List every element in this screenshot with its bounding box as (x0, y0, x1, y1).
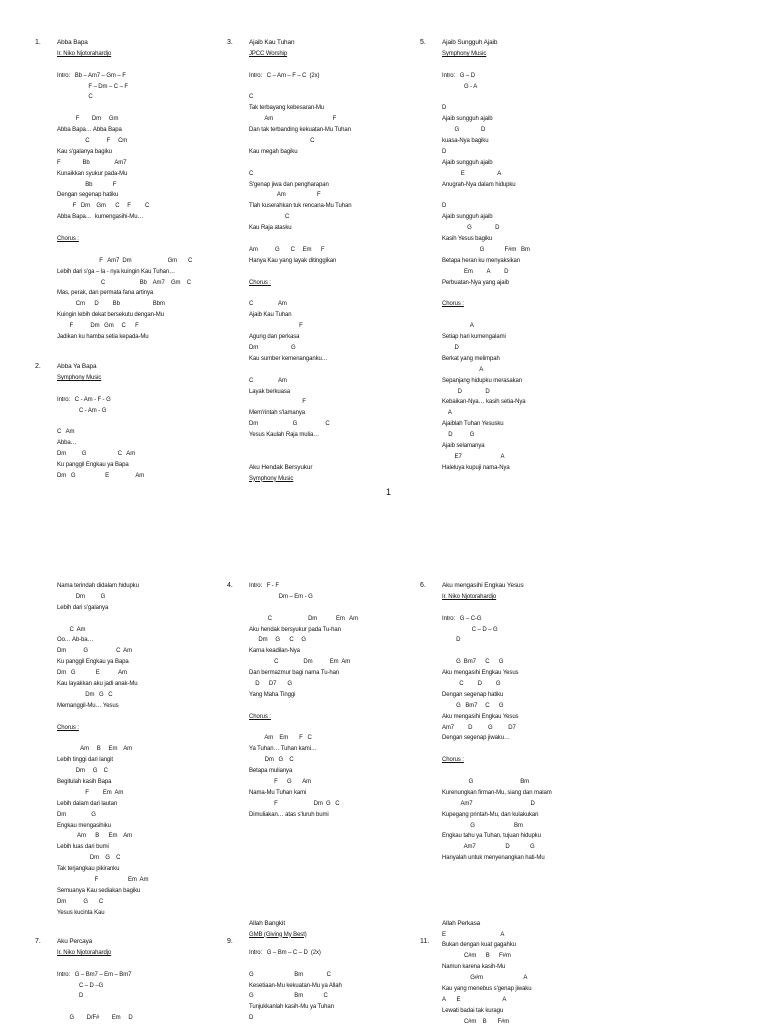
lyric-line (249, 864, 429, 875)
page-top (0, 0, 768, 505)
song-block-2 (35, 362, 145, 482)
lyric-line: G Bm7 C G (442, 702, 504, 709)
lyric-line: D (442, 203, 447, 210)
lyric-line: Engkau tahu ya Tuhan, tujuan hidupku (442, 833, 541, 840)
intro-line: Intro: C – Am – F – C (2x) (249, 72, 320, 79)
lyric-line: D (57, 993, 84, 1000)
song-author: Symphony Music (442, 50, 487, 57)
lyric-line: F Em Am (57, 877, 149, 884)
lyric-line: Betapa mulianya (249, 768, 293, 775)
lyric-line: Dm G E Am (57, 670, 127, 677)
lyric-line: C#m B F#m (442, 953, 511, 960)
lyric-line: Ajaib sungguh ajaib (442, 116, 493, 123)
song-title: Abba Ya Bapa (57, 363, 97, 370)
lyric-line: Yang Maha Tinggi (249, 691, 296, 698)
lyric-line: Dimuliakan… atas s'luruh bumi (249, 811, 329, 818)
lyric-line (442, 744, 622, 755)
lyric-line (249, 821, 429, 832)
song-number: 9. (227, 938, 233, 945)
lyric-line: G Bm7 C G (442, 659, 504, 666)
lyric-line (249, 234, 429, 245)
lyric-line (57, 416, 144, 427)
song-block-5 (420, 38, 622, 474)
lyric-line (249, 842, 429, 853)
lyric-line: Kasih Yesus bagiku (442, 236, 493, 243)
song-author: Symphony Music (249, 475, 294, 482)
lyric-line (57, 245, 237, 256)
lyric-line: F Am7 Dm Gm C (57, 257, 193, 264)
lyric-line: C (249, 214, 290, 221)
lyric-line (249, 288, 429, 299)
column-1 (35, 581, 237, 1022)
lyric-line (249, 452, 429, 463)
song-number: 3. (227, 39, 233, 46)
lyric-line: Tlah kuserahkan tuk rencana-Mu Tuhan (249, 203, 352, 210)
lyric-line: A (442, 323, 474, 330)
lyric-line: Am G C Em F (249, 246, 325, 253)
lyric-line: Dengan segenap jiwaku… (442, 735, 510, 742)
lyric-line: Am7 D G (442, 844, 535, 851)
intro-line: Intro: Bb – Am7 – Gm – F (57, 72, 126, 79)
lyric-line: Kau megah bagiku (249, 148, 298, 155)
lyric-line: Hanya Kau yang layak ditinggikan (249, 257, 337, 264)
song-author: GMB (Giving My Best) (249, 931, 307, 938)
lyric-line: G - A (442, 83, 478, 90)
song-title: Aku Percaya (57, 938, 93, 945)
lyric-line: Anugrah-Nya dalam hidupku (442, 181, 516, 188)
lyric-line: D (442, 344, 459, 351)
song-number: 6. (420, 582, 426, 589)
lyric-line: Engkau mengasihiku (57, 822, 111, 829)
lyric-line: Kupegang printah-Mu, dan kulakukan (442, 811, 539, 818)
lyric-line: C (57, 94, 93, 101)
lyric-line: Cm D Bb Bbm (57, 301, 165, 308)
lyric-line: Agung dan perkasa (249, 334, 300, 341)
lyric-line (249, 441, 429, 452)
lyric-line: C (249, 138, 315, 145)
lyric-line: Abba… (57, 440, 77, 447)
lyric-line: Am B Em Am (57, 746, 133, 753)
lyric-line: Kuingin lebih dekat bersekutu dengan-Mu (57, 312, 164, 319)
lyric-line: G#m A (442, 975, 528, 982)
lyric-line: Setiap hari kumengalami (442, 334, 506, 341)
chorus-label: Chorus : (57, 724, 79, 731)
lyric-line (249, 60, 429, 71)
lyric-line: F (249, 323, 303, 330)
lyric-line: Dm G (57, 593, 106, 600)
lyric-line: Ajaib Kau Tuhan (249, 312, 292, 319)
song-title: Abba Bapa (57, 39, 88, 46)
lyric-line: Lebih dari s'galanya (57, 604, 109, 611)
lyric-line: C Am (57, 429, 75, 436)
chorus-label: Chorus : (57, 236, 79, 243)
lyric-line (249, 908, 429, 919)
song-title: Aku mengasihi Engkau Yesus (442, 582, 524, 589)
lyric-line: Dm G C G (249, 637, 306, 644)
lyric-line: Kebaikan-Nya… kasih setia-Nya (442, 399, 526, 406)
lyric-line: Dm G E Am (57, 472, 145, 479)
lyric-line: F G Am (249, 779, 312, 786)
lyric-line: Aku hendak bersyukur pada Tu-han (249, 626, 341, 633)
lyric-line: C - Am - G (57, 407, 107, 414)
lyric-line: Aku mengasihi Engkau Yesus (442, 670, 519, 677)
lyric-line: D (249, 1015, 254, 1022)
page-bottom (0, 565, 768, 1024)
chorus-label: Chorus : (442, 757, 464, 764)
lyric-line (249, 897, 429, 908)
lyric-line: Dm – Em - G (249, 593, 313, 600)
lyric-line: Ajaiblah Tuhan Yesusku (442, 421, 504, 428)
lyric-line: Kesetiaan-Mu kekuatan-Mu ya Allah (249, 982, 342, 989)
lyric-line: Memanggil-Mu… Yesus (57, 702, 119, 709)
lyric-line: F Dm Gm C F (57, 323, 139, 330)
lyric-line: Nama terindah didalam hidupku (57, 583, 139, 589)
lyric-line: G Bm C (249, 971, 331, 978)
lyric-line: Dm G C Am (57, 451, 136, 458)
lyric-line: Jadikan ku hamba setia kepada-Mu (57, 334, 149, 341)
lyric-line (442, 603, 622, 614)
lyric-line: Yesus kucinta Kau (57, 909, 105, 916)
lyric-line: Karna keadilan-Nya (249, 648, 300, 655)
song-block-4 (227, 581, 429, 940)
lyric-line: E7 A (442, 453, 505, 460)
lyric-line: F Dm Gm (57, 116, 119, 123)
lyric-line: E A (442, 931, 505, 938)
lyric-line: Dm G (57, 811, 96, 818)
lyric-line: C#m B F#m (442, 1018, 510, 1025)
lyric-line: G Bm (442, 779, 530, 786)
lyric-line (249, 875, 429, 886)
lyric-line (442, 288, 622, 299)
lyric-line: Abba Bapa… kumengasihi-Mu… (57, 214, 144, 221)
lyric-line: Ku panggil Engkau ya Bapa (57, 659, 129, 666)
lyric-line: A (442, 366, 484, 373)
lyric-line: Kunaikkan syukur pada-Mu (57, 170, 128, 177)
lyric-line (249, 831, 429, 842)
lyric-line (442, 190, 622, 201)
song-number: 5. (420, 39, 426, 46)
lyric-line: Lewati badai tak kuragu (442, 1007, 504, 1014)
lyric-line: Am7 D (442, 800, 535, 807)
lyric-line: Dm G C (57, 691, 113, 698)
lyric-line (57, 614, 237, 625)
song-author: Ir. Niko Njotorahardjo (57, 50, 112, 57)
lyric-line: Am F (249, 116, 337, 123)
song-title: Allah Perkasa (442, 919, 481, 927)
lyric-line: Kau yang menebus s'genap jiwaku (442, 985, 532, 992)
lyric-line: G F#m Bm (442, 246, 530, 253)
lyric-line (57, 384, 144, 395)
lyric-line (249, 701, 429, 712)
lyric-line: Ya Tuhan… Tuhan kami… (249, 746, 317, 753)
intro-line: Intro: F - F (249, 583, 279, 589)
lyric-line (442, 897, 622, 908)
lyric-line: kuasa-Nya bagiku (442, 138, 489, 145)
lyric-line: D (442, 148, 447, 155)
lyric-line: G Bm (442, 822, 523, 829)
song-title: Aku Hendak Bersyukur (249, 463, 313, 471)
lyric-line: Layak berkuasa (249, 388, 290, 395)
song-title: Ajaib Sungguh Ajaib (442, 39, 498, 46)
lyric-line: Em A D (442, 268, 509, 275)
lyric-line: Nama-Mu Tuhan kami (249, 789, 307, 796)
lyric-line: S'genap jiwa dan pengharapan (249, 181, 329, 188)
lyric-line (249, 853, 429, 864)
lyric-line (442, 886, 622, 897)
page-number: 1 (386, 487, 392, 497)
lyric-line: Lebih dari s'ga – la - nya kuingin Kau Tuhan… (57, 268, 176, 275)
lyric-line (442, 646, 622, 657)
lyric-line: D (442, 637, 461, 644)
lyric-line (57, 959, 133, 970)
lyric-line: F Em Am (57, 789, 124, 796)
lyric-line: Dengan segenap hatiku (57, 192, 119, 199)
lyric-line: C Dm Em Am (249, 615, 358, 622)
lyric-line (249, 267, 429, 278)
lyric-line: Kurenungkan firman-Mu, siang dan malam (442, 789, 552, 796)
lyric-line: Am F (249, 192, 321, 199)
lyric-line: Tak terjangkau pikiranku (57, 866, 120, 873)
lyric-line (57, 223, 237, 234)
lyric-line (249, 365, 429, 376)
lyric-line: D G (442, 432, 475, 439)
lyric-line: C Am (249, 377, 287, 384)
lyric-line: Betapa heran ku menyaksikan (442, 257, 521, 264)
lyric-line: Dm G C (249, 421, 330, 428)
lyric-line: D D (442, 388, 490, 395)
lyric-line: Abba Bapa… Abba Bapa (57, 127, 122, 134)
column-3 (420, 38, 622, 474)
lyric-line (57, 712, 237, 723)
song-number: 1. (35, 39, 41, 46)
song-block-3 (227, 38, 429, 485)
lyric-line (249, 886, 429, 897)
lyric-line: Kau s'galanya bagiku (57, 148, 112, 155)
lyric-line (442, 310, 622, 321)
lyric-line: Lebih dalam dari lautan (57, 800, 118, 807)
lyric-line: C Am (57, 626, 86, 633)
lyric-line: Lebih tinggi dari langit (57, 757, 113, 764)
song-block-2-continued (57, 581, 237, 919)
intro-line: Intro: G – Bm7 – Em – Bm7 (57, 971, 132, 978)
lyric-line: Kau layakkan aku jadi anak-Mu (57, 681, 138, 688)
lyric-line: C (249, 170, 254, 177)
song-title: Ajaib Kau Tuhan (249, 39, 295, 46)
intro-line: Intro: G – D (442, 72, 475, 79)
lyric-line (249, 937, 342, 948)
lyric-line: Am Em F C (249, 735, 312, 742)
lyric-line: C – D –G (57, 982, 104, 989)
lyric-line: F Dm G C (249, 800, 340, 807)
lyric-line (442, 908, 622, 919)
lyric-line (249, 158, 429, 169)
lyric-line (249, 723, 429, 734)
lyric-line (57, 1002, 133, 1013)
lyric-line: C Am (249, 301, 287, 308)
song-number: 2. (35, 363, 41, 370)
lyric-line: Dm G C (57, 855, 121, 862)
intro-line: Intro: G – Bm – C – D (2x) (249, 949, 321, 956)
lyric-line: Hanyalah untuk menyenangkan hati-Mu (442, 855, 545, 862)
lyric-line: Ajaib selamanya (442, 442, 485, 449)
lyric-line: Yesus Kaulah Raja mulia… (249, 432, 320, 439)
lyric-line: D (442, 105, 447, 112)
intro-line: Intro: C - Am - F - G (57, 396, 111, 403)
lyric-line: G D (442, 225, 500, 232)
lyric-line: Tunjukkanlah kasih-Mu ya Tuhan (249, 1004, 334, 1011)
lyric-line: Dan bermazmur bagi nama Tu-han (249, 670, 340, 677)
lyric-line: Mem'rintah s'lamanya (249, 410, 305, 417)
column-2 (227, 38, 429, 485)
song-block-1 (35, 38, 237, 343)
lyric-line: Dengan segenap hatiku (442, 691, 504, 698)
lyric-line: Dm G C (57, 898, 104, 905)
lyric-line: Ku panggil Engkau ya Bapa (57, 462, 129, 469)
lyric-line: Ajaib sungguh ajaib (442, 214, 493, 221)
song-author: Ir. Niko Njotorahardjo (442, 593, 497, 600)
song-author: Symphony Music (57, 374, 102, 381)
lyric-line: G Bm C (249, 993, 328, 1000)
lyric-line (57, 60, 237, 71)
song-title: Allah Bangkit (249, 919, 286, 927)
lyric-line: Bukan dengan kuat gagahku (442, 942, 516, 949)
lyric-line: Dm G C (57, 768, 108, 775)
lyric-line: Dm G C Am (57, 648, 132, 655)
lyric-line: C F Cm (57, 138, 128, 145)
chorus-label: Chorus : (249, 279, 271, 286)
lyric-line: D D7 G (249, 681, 292, 688)
lyric-line (249, 82, 429, 93)
lyric-line: C Bb Am7 Gm C (57, 279, 191, 286)
lyric-line (57, 733, 237, 744)
lyric-line: Berkat yang melimpah (442, 355, 500, 362)
lyric-line: Tak terbayang kebesaran-Mu (249, 105, 325, 112)
lyric-line: A E A (442, 996, 507, 1003)
lyric-line (442, 864, 622, 875)
lyric-line: Dan tak terbanding kekuatan-Mu Tuhan (249, 127, 351, 134)
lyric-line: C – D – G (442, 626, 498, 633)
lyric-line: Perbuatan-Nya yang ajaib (442, 279, 509, 286)
lyric-line: C Dm Em Am (249, 659, 351, 666)
song-author: JPCC Worship (249, 50, 288, 57)
lyric-line: A (442, 410, 452, 417)
song-number: 11. (420, 938, 430, 945)
lyric-line: Kau sumber kemenanganku… (249, 355, 328, 362)
page-separator (0, 505, 768, 565)
song-number: 7. (35, 938, 41, 945)
lyric-line: Am7 D G D7 (442, 724, 516, 731)
lyric-line (249, 603, 429, 614)
lyric-line: F (249, 399, 306, 406)
lyric-line: Begitulah kasih Bapa (57, 779, 112, 786)
intro-line: Intro: G – C-G (442, 615, 482, 622)
chorus-label: Chorus : (249, 713, 271, 720)
lyric-line: Dm G C (249, 757, 294, 764)
lyric-line: Bb F (57, 181, 117, 188)
lyric-line: Sepanjang hidupku merasakan (442, 377, 523, 384)
lyric-line: Haleluya kupuji nama-Nya (442, 464, 510, 471)
song-block-9 (227, 937, 342, 1024)
lyric-line: Oo… Ab-ba… (57, 637, 94, 644)
lyric-line: G D/F# Em D (57, 1015, 133, 1022)
lyric-line: F Bb Am7 (57, 159, 127, 166)
lyric-line: Namun karena kasih-Mu (442, 964, 506, 971)
lyric-line: F – Dm – C – F (57, 83, 128, 90)
lyric-line (249, 959, 342, 970)
column-1 (35, 38, 237, 479)
lyric-line: Kau Raja atasku (249, 225, 292, 232)
lyric-line: Ajaib sungguh ajaib (442, 159, 493, 166)
lyric-line: F Dm Gm C F C (57, 203, 150, 210)
lyric-line: Mas, perak, dan permata fana artinya (57, 290, 154, 297)
lyric-line: Lebih luas dari bumi (57, 844, 109, 851)
song-number: 4. (227, 582, 233, 589)
lyric-line: Aku mengasihi Engkau Yesus (442, 713, 519, 720)
lyric-line (442, 875, 622, 886)
lyric-line: C (249, 94, 254, 101)
lyric-line: Am B Em Am (57, 833, 133, 840)
song-author: Ir. Niko Njotorahardjo (57, 949, 112, 956)
song-block-7 (35, 937, 133, 1024)
lyric-line (442, 766, 622, 777)
lyric-line: E A (442, 170, 502, 177)
chorus-label: Chorus : (442, 301, 464, 308)
lyric-line (442, 60, 622, 71)
lyric-line: Dm G (249, 344, 296, 351)
lyric-line: Semuanya Kau sediakan bagiku (57, 887, 141, 894)
lyric-line (57, 103, 237, 114)
lyric-line (442, 92, 622, 103)
column-3 (420, 581, 622, 1028)
lyric-line: C D G (442, 681, 501, 688)
lyric-line: G D (442, 127, 486, 134)
